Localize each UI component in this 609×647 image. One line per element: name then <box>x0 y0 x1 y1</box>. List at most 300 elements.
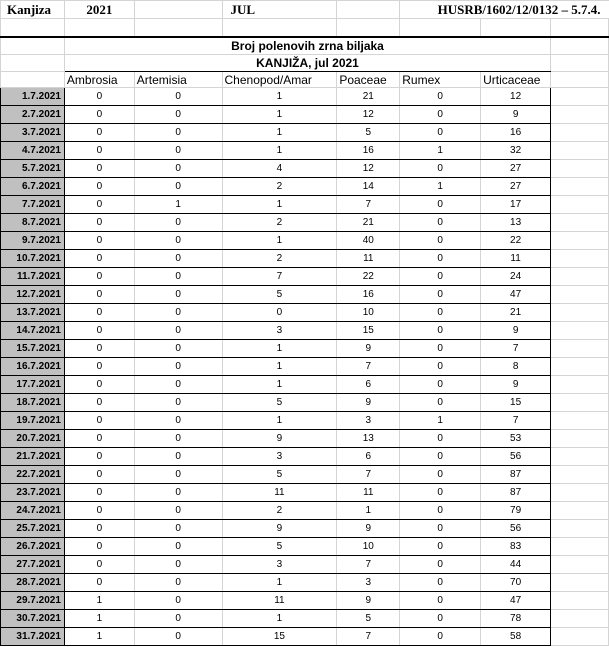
value-cell-2[interactable]: 2 <box>222 214 337 232</box>
value-cell-0[interactable]: 0 <box>64 394 134 412</box>
header-spacer[interactable] <box>337 1 400 19</box>
table-row <box>1 232 609 250</box>
value-cell-2[interactable]: 1 <box>222 88 337 106</box>
empty-cell[interactable] <box>551 268 609 286</box>
value-cell-0[interactable]: 0 <box>64 142 134 160</box>
date-cell[interactable]: 23.7.2021 <box>1 484 65 502</box>
value-cell-2[interactable]: 1 <box>222 196 337 214</box>
date-cell[interactable]: 25.7.2021 <box>1 520 65 538</box>
empty-cell[interactable] <box>551 19 609 38</box>
value-cell-2[interactable]: 1 <box>222 106 337 124</box>
value-cell-5[interactable]: 78 <box>481 610 551 628</box>
date-cell[interactable]: 18.7.2021 <box>1 394 65 412</box>
value-cell-4[interactable]: 0 <box>400 304 481 322</box>
value-cell-1[interactable]: 0 <box>134 250 222 268</box>
empty-cell[interactable] <box>551 520 609 538</box>
value-cell-4[interactable]: 0 <box>400 286 481 304</box>
empty-cell[interactable] <box>551 628 609 646</box>
value-cell-1[interactable]: 0 <box>134 574 222 592</box>
value-cell-0[interactable]: 0 <box>64 214 134 232</box>
table-row <box>1 484 609 502</box>
value-cell-1[interactable]: 0 <box>134 358 222 376</box>
date-cell[interactable]: 24.7.2021 <box>1 502 65 520</box>
value-cell-1[interactable]: 0 <box>134 628 222 646</box>
value-cell-5[interactable]: 17 <box>481 196 551 214</box>
empty-cell[interactable] <box>551 214 609 232</box>
value-cell-1[interactable]: 0 <box>134 610 222 628</box>
value-cell-2[interactable]: 2 <box>222 502 337 520</box>
value-cell-3[interactable]: 6 <box>337 448 400 466</box>
value-cell-2[interactable]: 5 <box>222 466 337 484</box>
table-row <box>1 448 609 466</box>
value-cell-4[interactable]: 0 <box>400 448 481 466</box>
header-location[interactable]: Kanjiza <box>1 1 65 19</box>
date-cell[interactable]: 4.7.2021 <box>1 142 65 160</box>
value-cell-0[interactable]: 1 <box>64 628 134 646</box>
value-cell-3[interactable]: 3 <box>337 574 400 592</box>
value-cell-3[interactable]: 9 <box>337 394 400 412</box>
date-cell[interactable]: 1.7.2021 <box>1 88 65 106</box>
value-cell-4[interactable]: 1 <box>400 178 481 196</box>
value-cell-2[interactable]: 11 <box>222 484 337 502</box>
empty-cell[interactable] <box>551 124 609 142</box>
value-cell-2[interactable]: 5 <box>222 538 337 556</box>
value-cell-1[interactable]: 0 <box>134 484 222 502</box>
value-cell-0[interactable]: 0 <box>64 376 134 394</box>
value-cell-2[interactable]: 1 <box>222 376 337 394</box>
date-cell[interactable]: 27.7.2021 <box>1 556 65 574</box>
table-row <box>1 358 609 376</box>
date-cell[interactable]: 26.7.2021 <box>1 538 65 556</box>
value-cell-2[interactable]: 3 <box>222 322 337 340</box>
date-cell[interactable]: 15.7.2021 <box>1 340 65 358</box>
value-cell-0[interactable]: 0 <box>64 178 134 196</box>
value-cell-0[interactable]: 0 <box>64 322 134 340</box>
value-cell-0[interactable]: 0 <box>64 502 134 520</box>
table-row <box>1 268 609 286</box>
value-cell-1[interactable]: 0 <box>134 430 222 448</box>
empty-cell[interactable] <box>551 448 609 466</box>
value-cell-2[interactable]: 9 <box>222 520 337 538</box>
empty-cell[interactable] <box>551 358 609 376</box>
value-cell-1[interactable]: 0 <box>134 142 222 160</box>
value-cell-4[interactable]: 0 <box>400 322 481 340</box>
value-cell-1[interactable]: 0 <box>134 448 222 466</box>
table-row <box>1 250 609 268</box>
value-cell-5[interactable]: 9 <box>481 376 551 394</box>
table-row <box>1 574 609 592</box>
value-cell-4[interactable]: 0 <box>400 430 481 448</box>
date-cell[interactable]: 3.7.2021 <box>1 124 65 142</box>
date-cell[interactable]: 7.7.2021 <box>1 196 65 214</box>
date-cell[interactable]: 30.7.2021 <box>1 610 65 628</box>
value-cell-1[interactable]: 0 <box>134 556 222 574</box>
value-cell-4[interactable]: 0 <box>400 466 481 484</box>
value-cell-4[interactable]: 0 <box>400 214 481 232</box>
value-cell-1[interactable]: 0 <box>134 322 222 340</box>
value-cell-0[interactable]: 0 <box>64 88 134 106</box>
value-cell-5[interactable]: 47 <box>481 286 551 304</box>
date-cell[interactable]: 19.7.2021 <box>1 412 65 430</box>
empty-cell[interactable] <box>551 142 609 160</box>
date-cell[interactable]: 16.7.2021 <box>1 358 65 376</box>
date-cell[interactable]: 31.7.2021 <box>1 628 65 646</box>
table-row <box>1 502 609 520</box>
value-cell-3[interactable]: 12 <box>337 160 400 178</box>
value-cell-0[interactable]: 0 <box>64 196 134 214</box>
value-cell-0[interactable]: 0 <box>64 484 134 502</box>
col-header[interactable]: Poaceae <box>337 72 400 88</box>
empty-cell[interactable] <box>551 55 609 72</box>
col-header[interactable]: Chenopod/Amar <box>222 72 337 88</box>
value-cell-1[interactable]: 0 <box>134 124 222 142</box>
value-cell-4[interactable]: 0 <box>400 232 481 250</box>
empty-cell[interactable] <box>1 72 65 88</box>
empty-cell[interactable] <box>551 286 609 304</box>
empty-cell[interactable] <box>64 19 134 38</box>
value-cell-0[interactable]: 1 <box>64 592 134 610</box>
value-cell-5[interactable]: 13 <box>481 214 551 232</box>
table-row <box>1 376 609 394</box>
value-cell-4[interactable]: 0 <box>400 160 481 178</box>
empty-cell[interactable] <box>551 106 609 124</box>
value-cell-2[interactable]: 7 <box>222 268 337 286</box>
empty-cell[interactable] <box>551 340 609 358</box>
header-spacer[interactable] <box>134 1 222 19</box>
value-cell-1[interactable]: 0 <box>134 340 222 358</box>
value-cell-3[interactable]: 7 <box>337 466 400 484</box>
empty-cell[interactable] <box>551 610 609 628</box>
value-cell-0[interactable]: 0 <box>64 538 134 556</box>
value-cell-2[interactable]: 1 <box>222 574 337 592</box>
value-cell-1[interactable]: 0 <box>134 502 222 520</box>
value-cell-1[interactable]: 0 <box>134 304 222 322</box>
date-cell[interactable]: 10.7.2021 <box>1 250 65 268</box>
value-cell-2[interactable]: 5 <box>222 394 337 412</box>
empty-cell[interactable] <box>551 412 609 430</box>
empty-cell[interactable] <box>1 19 65 38</box>
value-cell-0[interactable]: 0 <box>64 106 134 124</box>
date-cell[interactable]: 20.7.2021 <box>1 430 65 448</box>
value-cell-2[interactable]: 1 <box>222 124 337 142</box>
value-cell-1[interactable]: 0 <box>134 268 222 286</box>
value-cell-5[interactable]: 9 <box>481 322 551 340</box>
value-cell-4[interactable]: 0 <box>400 394 481 412</box>
value-cell-2[interactable]: 15 <box>222 628 337 646</box>
value-cell-0[interactable]: 0 <box>64 340 134 358</box>
table-row <box>1 556 609 574</box>
value-cell-2[interactable]: 1 <box>222 232 337 250</box>
empty-cell[interactable] <box>551 430 609 448</box>
value-cell-4[interactable]: 0 <box>400 556 481 574</box>
value-cell-1[interactable]: 0 <box>134 178 222 196</box>
value-cell-2[interactable]: 1 <box>222 412 337 430</box>
empty-cell[interactable] <box>481 19 551 38</box>
value-cell-1[interactable]: 0 <box>134 376 222 394</box>
empty-cell[interactable] <box>134 19 222 38</box>
date-cell[interactable]: 21.7.2021 <box>1 448 65 466</box>
value-cell-4[interactable]: 1 <box>400 412 481 430</box>
value-cell-5[interactable]: 24 <box>481 268 551 286</box>
value-cell-5[interactable]: 21 <box>481 304 551 322</box>
value-cell-2[interactable]: 3 <box>222 556 337 574</box>
value-cell-4[interactable]: 0 <box>400 628 481 646</box>
value-cell-3[interactable]: 9 <box>337 520 400 538</box>
value-cell-1[interactable]: 0 <box>134 286 222 304</box>
value-cell-5[interactable]: 47 <box>481 592 551 610</box>
value-cell-1[interactable]: 0 <box>134 520 222 538</box>
table-row <box>1 88 609 106</box>
empty-cell[interactable] <box>551 178 609 196</box>
value-cell-3[interactable]: 11 <box>337 250 400 268</box>
value-cell-0[interactable]: 0 <box>64 160 134 178</box>
table-row <box>1 304 609 322</box>
empty-cell[interactable] <box>551 160 609 178</box>
value-cell-2[interactable]: 9 <box>222 430 337 448</box>
date-cell[interactable]: 22.7.2021 <box>1 466 65 484</box>
value-cell-5[interactable]: 87 <box>481 484 551 502</box>
date-cell[interactable]: 13.7.2021 <box>1 304 65 322</box>
empty-cell[interactable] <box>222 19 337 38</box>
value-cell-1[interactable]: 0 <box>134 160 222 178</box>
empty-cell[interactable] <box>551 376 609 394</box>
value-cell-3[interactable]: 6 <box>337 376 400 394</box>
date-cell[interactable]: 28.7.2021 <box>1 574 65 592</box>
value-cell-3[interactable]: 7 <box>337 196 400 214</box>
table-row <box>1 214 609 232</box>
data-rows <box>1 88 609 646</box>
value-cell-4[interactable]: 0 <box>400 502 481 520</box>
value-cell-0[interactable]: 0 <box>64 430 134 448</box>
value-cell-4[interactable]: 0 <box>400 250 481 268</box>
value-cell-1[interactable]: 0 <box>134 592 222 610</box>
empty-cell[interactable] <box>551 250 609 268</box>
value-cell-0[interactable]: 0 <box>64 466 134 484</box>
value-cell-2[interactable]: 1 <box>222 142 337 160</box>
value-cell-3[interactable]: 1 <box>337 502 400 520</box>
value-cell-2[interactable]: 4 <box>222 160 337 178</box>
table-row <box>1 322 609 340</box>
value-cell-5[interactable]: 53 <box>481 430 551 448</box>
value-cell-2[interactable]: 2 <box>222 250 337 268</box>
value-cell-2[interactable]: 0 <box>222 304 337 322</box>
value-cell-5[interactable]: 7 <box>481 340 551 358</box>
value-cell-5[interactable]: 27 <box>481 178 551 196</box>
empty-cell[interactable] <box>337 19 400 38</box>
date-cell[interactable]: 12.7.2021 <box>1 286 65 304</box>
table-title[interactable]: Broj polenovih zrna biljaka <box>64 37 550 55</box>
value-cell-3[interactable]: 22 <box>337 268 400 286</box>
value-cell-3[interactable]: 21 <box>337 214 400 232</box>
empty-cell[interactable] <box>551 322 609 340</box>
value-cell-1[interactable]: 0 <box>134 394 222 412</box>
value-cell-3[interactable]: 9 <box>337 592 400 610</box>
col-header[interactable]: Artemisia <box>134 72 222 88</box>
date-cell[interactable]: 9.7.2021 <box>1 232 65 250</box>
value-cell-3[interactable]: 5 <box>337 610 400 628</box>
col-header[interactable]: Urticaceae <box>481 72 551 88</box>
value-cell-0[interactable]: 0 <box>64 250 134 268</box>
value-cell-4[interactable]: 0 <box>400 538 481 556</box>
value-cell-5[interactable]: 7 <box>481 412 551 430</box>
value-cell-4[interactable]: 0 <box>400 106 481 124</box>
value-cell-0[interactable]: 1 <box>64 610 134 628</box>
value-cell-2[interactable]: 1 <box>222 610 337 628</box>
value-cell-0[interactable]: 0 <box>64 556 134 574</box>
table-row <box>1 142 609 160</box>
value-cell-3[interactable]: 21 <box>337 88 400 106</box>
value-cell-5[interactable]: 11 <box>481 250 551 268</box>
value-cell-5[interactable]: 9 <box>481 106 551 124</box>
value-cell-3[interactable]: 7 <box>337 628 400 646</box>
value-cell-1[interactable]: 0 <box>134 466 222 484</box>
value-cell-3[interactable]: 16 <box>337 142 400 160</box>
value-cell-0[interactable]: 0 <box>64 268 134 286</box>
table-row <box>1 628 609 646</box>
date-cell[interactable]: 17.7.2021 <box>1 376 65 394</box>
value-cell-5[interactable]: 15 <box>481 394 551 412</box>
value-cell-5[interactable]: 56 <box>481 448 551 466</box>
value-cell-4[interactable]: 0 <box>400 520 481 538</box>
value-cell-4[interactable]: 0 <box>400 610 481 628</box>
value-cell-3[interactable]: 14 <box>337 178 400 196</box>
value-cell-4[interactable]: 0 <box>400 88 481 106</box>
value-cell-5[interactable]: 58 <box>481 628 551 646</box>
empty-cell[interactable] <box>1 37 65 55</box>
value-cell-3[interactable]: 16 <box>337 286 400 304</box>
value-cell-5[interactable]: 87 <box>481 466 551 484</box>
empty-cell[interactable] <box>551 232 609 250</box>
value-cell-3[interactable]: 13 <box>337 430 400 448</box>
empty-cell[interactable] <box>551 466 609 484</box>
value-cell-3[interactable]: 10 <box>337 304 400 322</box>
value-cell-3[interactable]: 7 <box>337 358 400 376</box>
value-cell-4[interactable]: 0 <box>400 484 481 502</box>
value-cell-2[interactable]: 1 <box>222 358 337 376</box>
value-cell-3[interactable]: 9 <box>337 340 400 358</box>
value-cell-3[interactable]: 10 <box>337 538 400 556</box>
value-cell-3[interactable]: 12 <box>337 106 400 124</box>
value-cell-3[interactable]: 40 <box>337 232 400 250</box>
value-cell-3[interactable]: 11 <box>337 484 400 502</box>
value-cell-3[interactable]: 7 <box>337 556 400 574</box>
value-cell-0[interactable]: 0 <box>64 412 134 430</box>
value-cell-5[interactable]: 32 <box>481 142 551 160</box>
table-subtitle[interactable]: KANJIŽA, jul 2021 <box>64 55 550 72</box>
value-cell-4[interactable]: 0 <box>400 268 481 286</box>
empty-cell[interactable] <box>551 502 609 520</box>
date-cell[interactable]: 8.7.2021 <box>1 214 65 232</box>
table-row <box>1 466 609 484</box>
value-cell-5[interactable]: 44 <box>481 556 551 574</box>
col-header[interactable]: Ambrosia <box>64 72 134 88</box>
value-cell-4[interactable]: 1 <box>400 142 481 160</box>
empty-cell[interactable] <box>551 394 609 412</box>
value-cell-0[interactable]: 0 <box>64 286 134 304</box>
value-cell-5[interactable]: 16 <box>481 124 551 142</box>
value-cell-4[interactable]: 0 <box>400 574 481 592</box>
empty-cell[interactable] <box>551 72 609 88</box>
empty-cell[interactable] <box>551 574 609 592</box>
table-row <box>1 610 609 628</box>
value-cell-3[interactable]: 5 <box>337 124 400 142</box>
date-cell[interactable]: 14.7.2021 <box>1 322 65 340</box>
date-cell[interactable]: 5.7.2021 <box>1 160 65 178</box>
empty-cell[interactable] <box>551 592 609 610</box>
header-month[interactable]: JUL <box>222 1 337 19</box>
value-cell-0[interactable]: 0 <box>64 124 134 142</box>
value-cell-5[interactable]: 22 <box>481 232 551 250</box>
table-row <box>1 592 609 610</box>
value-cell-5[interactable]: 12 <box>481 88 551 106</box>
value-cell-2[interactable]: 3 <box>222 448 337 466</box>
empty-cell[interactable] <box>551 37 609 55</box>
empty-cell[interactable] <box>551 484 609 502</box>
value-cell-4[interactable]: 0 <box>400 196 481 214</box>
empty-cell[interactable] <box>551 556 609 574</box>
value-cell-1[interactable]: 0 <box>134 232 222 250</box>
header-year[interactable]: 2021 <box>64 1 134 19</box>
col-header[interactable]: Rumex <box>400 72 481 88</box>
header-row <box>1 1 609 19</box>
empty-cell[interactable] <box>551 196 609 214</box>
value-cell-1[interactable]: 0 <box>134 214 222 232</box>
value-cell-5[interactable]: 27 <box>481 160 551 178</box>
empty-cell[interactable] <box>551 538 609 556</box>
table-row <box>1 430 609 448</box>
value-cell-4[interactable]: 0 <box>400 592 481 610</box>
value-cell-0[interactable]: 0 <box>64 232 134 250</box>
value-cell-0[interactable]: 0 <box>64 448 134 466</box>
date-cell[interactable]: 2.7.2021 <box>1 106 65 124</box>
value-cell-3[interactable]: 3 <box>337 412 400 430</box>
value-cell-0[interactable]: 0 <box>64 358 134 376</box>
empty-cell[interactable] <box>551 304 609 322</box>
value-cell-5[interactable]: 56 <box>481 520 551 538</box>
date-cell[interactable]: 11.7.2021 <box>1 268 65 286</box>
value-cell-1[interactable]: 0 <box>134 88 222 106</box>
table-row <box>1 286 609 304</box>
date-cell[interactable]: 6.7.2021 <box>1 178 65 196</box>
value-cell-5[interactable]: 70 <box>481 574 551 592</box>
value-cell-1[interactable]: 0 <box>134 538 222 556</box>
value-cell-0[interactable]: 0 <box>64 574 134 592</box>
value-cell-2[interactable]: 1 <box>222 340 337 358</box>
value-cell-0[interactable]: 0 <box>64 520 134 538</box>
value-cell-5[interactable]: 8 <box>481 358 551 376</box>
empty-cell[interactable] <box>400 19 481 38</box>
value-cell-4[interactable]: 0 <box>400 124 481 142</box>
empty-cell[interactable] <box>1 55 65 72</box>
value-cell-0[interactable]: 0 <box>64 304 134 322</box>
value-cell-2[interactable]: 5 <box>222 286 337 304</box>
value-cell-5[interactable]: 79 <box>481 502 551 520</box>
empty-cell[interactable] <box>551 88 609 106</box>
value-cell-1[interactable]: 0 <box>134 106 222 124</box>
value-cell-1[interactable]: 0 <box>134 412 222 430</box>
value-cell-4[interactable]: 0 <box>400 376 481 394</box>
header-code[interactable]: HUSRB/1602/12/0132 – 5.7.4. <box>400 1 609 19</box>
value-cell-4[interactable]: 0 <box>400 358 481 376</box>
value-cell-1[interactable]: 1 <box>134 196 222 214</box>
value-cell-3[interactable]: 15 <box>337 322 400 340</box>
header-row-2 <box>1 19 609 38</box>
value-cell-2[interactable]: 2 <box>222 178 337 196</box>
value-cell-2[interactable]: 11 <box>222 592 337 610</box>
value-cell-4[interactable]: 0 <box>400 340 481 358</box>
date-cell[interactable]: 29.7.2021 <box>1 592 65 610</box>
value-cell-5[interactable]: 83 <box>481 538 551 556</box>
